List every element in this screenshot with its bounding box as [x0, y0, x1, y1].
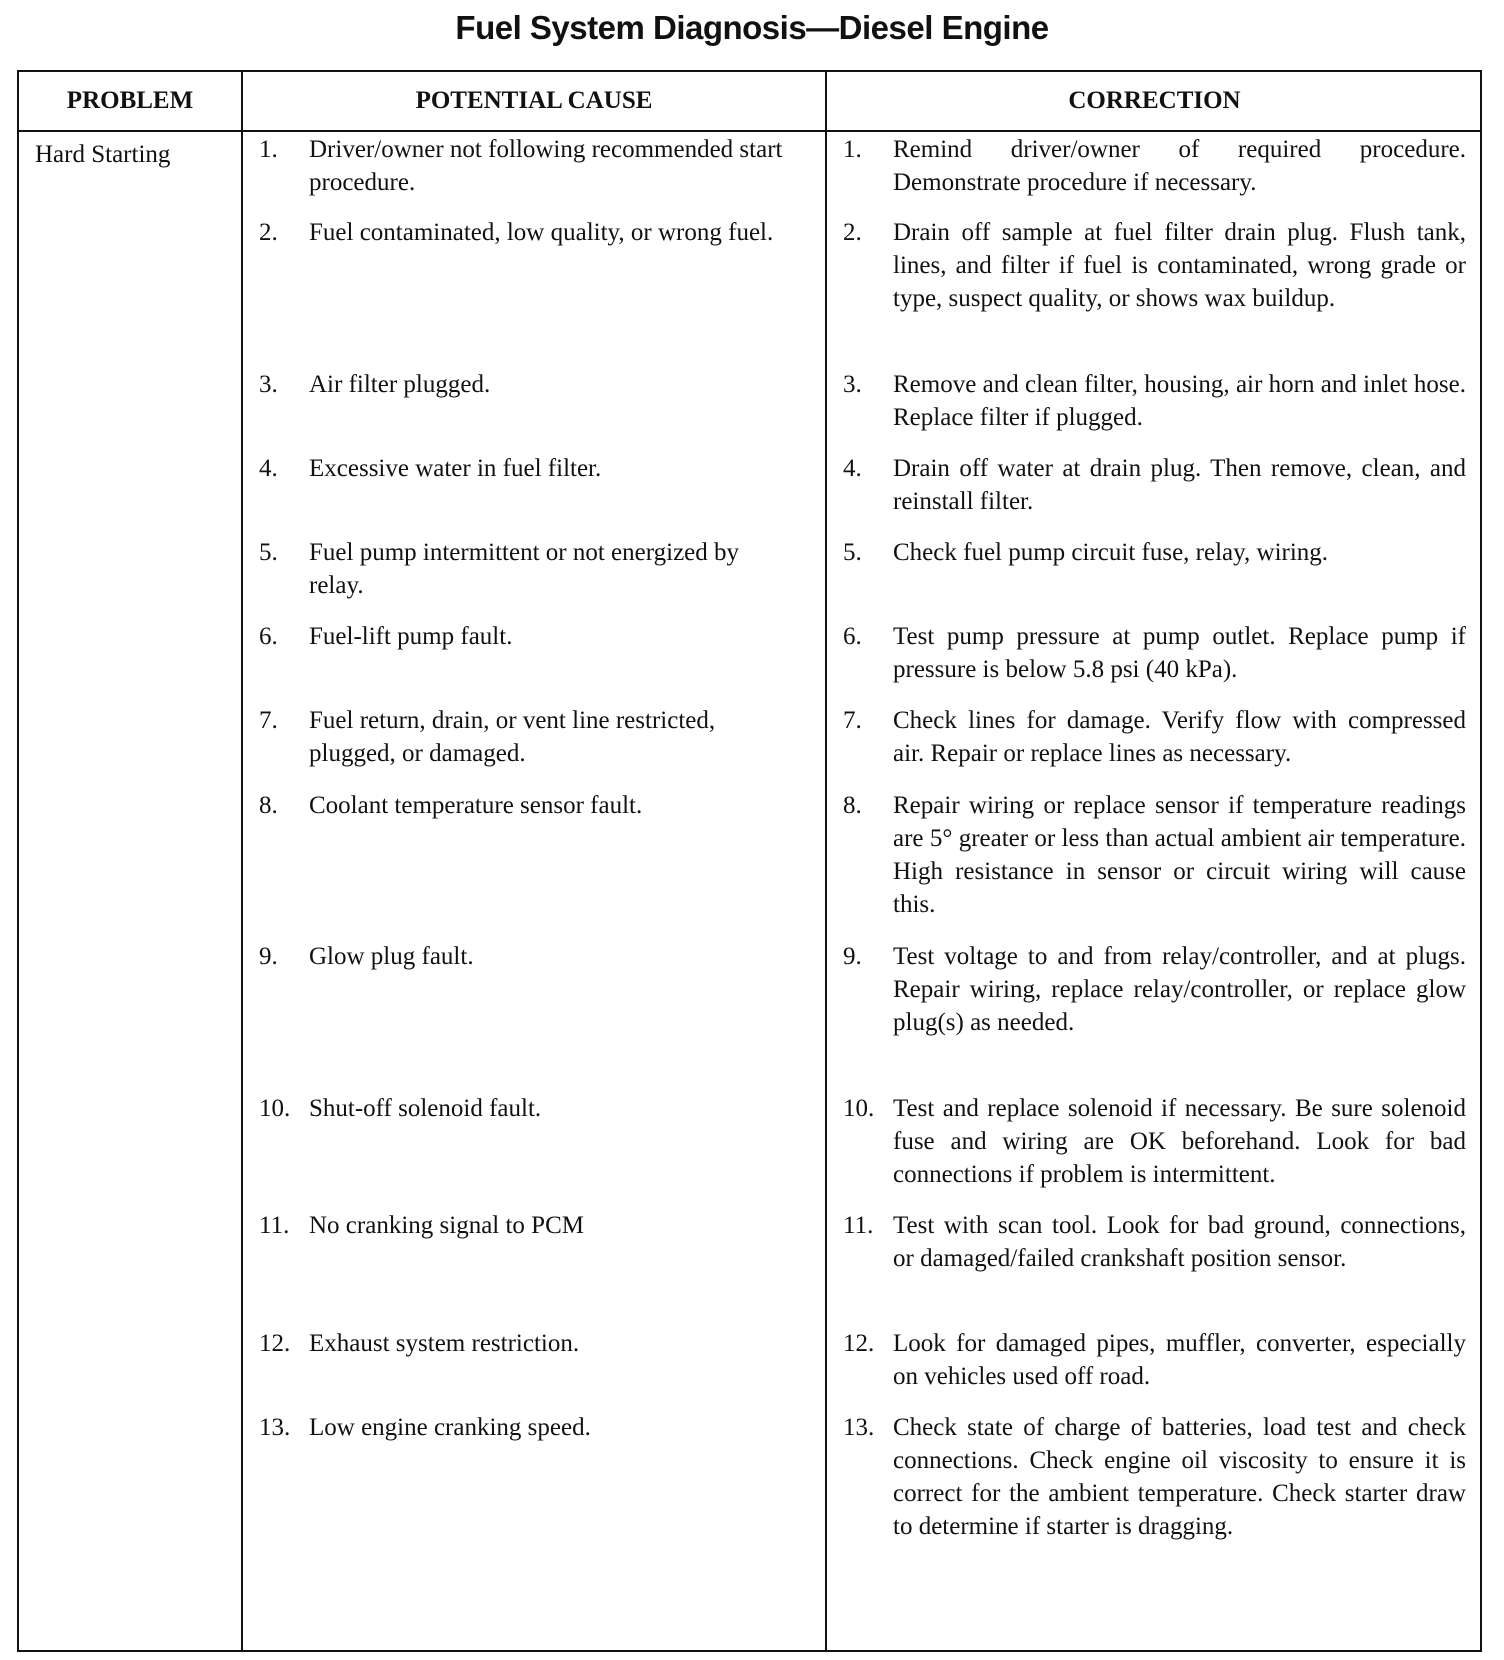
cause-number: 10.: [259, 1095, 291, 1122]
cause-item: [259, 620, 799, 653]
correction-item: [843, 452, 1466, 518]
cause-item: [259, 133, 799, 199]
cause-item: [259, 940, 799, 973]
cause-text: Fuel contaminated, low quality, or wrong fuel.: [309, 219, 774, 246]
correction-item: [843, 536, 1466, 569]
cause-number: 3.: [259, 371, 278, 398]
correction-text: Test with scan tool. Look for bad ground, connections, or damaged/failed crankshaft position sensor.: [893, 1212, 1466, 1272]
cause-number: 5.: [259, 539, 278, 566]
cause-text: Glow plug fault.: [309, 943, 474, 970]
cause-item: [259, 216, 799, 249]
correction-item: [843, 1327, 1466, 1393]
correction-item: [843, 940, 1466, 1039]
cause-text: Shut-off solenoid fault.: [309, 1095, 542, 1122]
cause-number: 12.: [259, 1330, 291, 1357]
correction-number: 4.: [843, 455, 862, 482]
header-potential-cause: POTENTIAL CAUSE: [415, 87, 653, 114]
cause-text: Excessive water in fuel filter.: [309, 455, 602, 482]
cause-item: [259, 368, 799, 401]
correction-item: [843, 1092, 1466, 1191]
cause-item: [259, 1327, 799, 1360]
correction-number: 7.: [843, 707, 862, 734]
header-problem: PROBLEM: [66, 87, 194, 114]
correction-number: 2.: [843, 219, 862, 246]
correction-text: Drain off sample at fuel filter drain plug. Flush tank, lines, and filter if fuel is contaminated, wrong grade or type, suspect quality, or shows wax buildup.: [893, 219, 1466, 312]
column-divider: [825, 72, 827, 1650]
correction-number: 3.: [843, 371, 862, 398]
cause-text: Fuel return, drain, or vent line restricted, plugged, or damaged.: [309, 707, 716, 767]
cause-text: No cranking signal to PCM: [309, 1212, 584, 1239]
cause-text: Low engine cranking speed.: [309, 1414, 591, 1441]
cause-item: [259, 452, 799, 485]
cause-number: 2.: [259, 219, 278, 246]
cause-item: [259, 789, 799, 822]
correction-text: Test pump pressure at pump outlet. Replace pump if pressure is below 5.8 psi (40 kPa).: [893, 623, 1466, 683]
cause-number: 9.: [259, 943, 278, 970]
correction-item: [843, 789, 1466, 921]
correction-number: 1.: [843, 136, 862, 163]
page-title: Fuel System Diagnosis—Diesel Engine: [455, 9, 1049, 46]
cause-item: [259, 704, 799, 770]
correction-item: [843, 620, 1466, 686]
column-divider: [241, 72, 243, 1650]
cause-text: Air filter plugged.: [309, 371, 491, 398]
cause-text: Coolant temperature sensor fault.: [309, 792, 643, 819]
cause-text: Driver/owner not following recommended start procedure.: [309, 136, 783, 196]
correction-text: Repair wiring or replace sensor if temperature readings are 5° greater or less than actual ambient air temperature. High resistance in sensor or circuit wiring will cause this.: [893, 792, 1466, 918]
correction-item: [843, 1209, 1466, 1275]
correction-text: Check state of charge of batteries, load test and check connections. Check engine oil viscosity to ensure it is correct for the ambient temperature. Check starter draw to determine if starter is dragging.: [893, 1414, 1466, 1540]
correction-text: Remove and clean filter, housing, air horn and inlet hose. Replace filter if plugged.: [893, 371, 1466, 431]
cause-number: 8.: [259, 792, 278, 819]
correction-number: 9.: [843, 943, 862, 970]
cause-item: [259, 1209, 799, 1242]
correction-text: Test voltage to and from relay/controller, and at plugs. Repair wiring, replace relay/controller, or replace glow plug(s) as needed.: [893, 943, 1466, 1036]
problem-cell: Hard Starting: [35, 141, 171, 168]
header-correction: CORRECTION: [1068, 87, 1241, 114]
correction-item: [843, 1411, 1466, 1543]
correction-item: [843, 704, 1466, 770]
correction-text: Check lines for damage. Verify flow with compressed air. Repair or replace lines as necessary.: [893, 707, 1466, 767]
cause-number: 6.: [259, 623, 278, 650]
correction-number: 10.: [843, 1095, 875, 1122]
cause-number: 1.: [259, 136, 278, 163]
correction-number: 8.: [843, 792, 862, 819]
cause-text: Fuel pump intermittent or not energized by relay.: [309, 539, 740, 599]
header-divider: [19, 130, 1480, 132]
cause-number: 7.: [259, 707, 278, 734]
correction-number: 12.: [843, 1330, 875, 1357]
correction-text: Drain off water at drain plug. Then remove, clean, and reinstall filter.: [893, 455, 1466, 515]
cause-text: Fuel-lift pump fault.: [309, 623, 513, 650]
correction-text: Remind driver/owner of required procedure. Demonstrate procedure if necessary.: [893, 136, 1466, 196]
cause-text: Exhaust system restriction.: [309, 1330, 580, 1357]
correction-text: Check fuel pump circuit fuse, relay, wiring.: [893, 539, 1329, 566]
correction-item: [843, 216, 1466, 315]
correction-item: [843, 133, 1466, 199]
cause-item: [259, 536, 799, 602]
correction-number: 11.: [843, 1212, 874, 1239]
correction-number: 13.: [843, 1414, 875, 1441]
diagnosis-table: [17, 70, 1482, 1652]
correction-number: 6.: [843, 623, 862, 650]
cause-item: [259, 1092, 799, 1125]
cause-number: 13.: [259, 1414, 291, 1441]
correction-number: 5.: [843, 539, 862, 566]
correction-text: Test and replace solenoid if necessary. Be sure solenoid fuse and wiring are OK beforehand. Look for bad connections if problem is intermittent.: [893, 1095, 1466, 1188]
cause-item: [259, 1411, 799, 1444]
correction-text: Look for damaged pipes, muffler, converter, especially on vehicles used off road.: [893, 1330, 1466, 1390]
cause-number: 11.: [259, 1212, 290, 1239]
cause-number: 4.: [259, 455, 278, 482]
correction-item: [843, 368, 1466, 434]
